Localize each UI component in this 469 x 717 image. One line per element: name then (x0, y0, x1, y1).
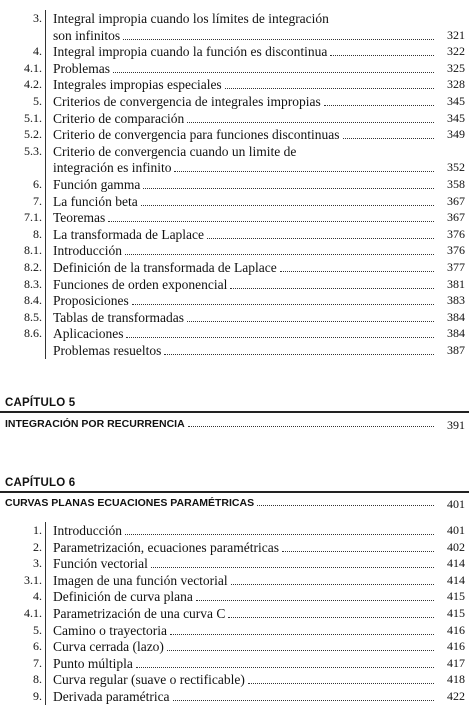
leader-dots (324, 104, 434, 106)
entry-title-text: Imagen de una función vectorial (53, 572, 228, 588)
entry-title (53, 242, 437, 259)
entry-number: 4. (33, 44, 42, 59)
entry-title (53, 43, 437, 60)
leader-dots (113, 71, 434, 73)
leader-dots (225, 87, 434, 89)
page-number: 384 (447, 326, 465, 341)
entry-title: Criterio de convergencia cuando un limite de (53, 143, 297, 159)
entry-title (53, 110, 437, 127)
entry-number: 6. (33, 177, 42, 191)
page-number: 321 (447, 27, 465, 42)
leader-dots (123, 38, 434, 40)
page-number: 415 (447, 606, 465, 620)
leader-dots (151, 566, 434, 568)
chapter-rule (0, 491, 469, 493)
page-number: 377 (447, 260, 465, 274)
chapter-title-text: INTEGRACIÓN POR RECURRENCIA (5, 418, 185, 430)
entry-title (53, 309, 437, 326)
entry-title (53, 539, 437, 556)
entry-title-text: Camino o trayectoria (53, 622, 167, 638)
leader-dots (126, 336, 434, 338)
entry-number: 8.4. (24, 293, 42, 308)
entry-title-text: Proposiciones (53, 293, 129, 309)
entry-number: 9. (33, 689, 42, 703)
entry-title-text: Definición de curva plana (53, 589, 193, 605)
entry-number: 2. (33, 539, 42, 554)
page-number: 414 (447, 556, 465, 571)
leader-dots (173, 699, 434, 701)
page-number: 415 (447, 589, 465, 604)
entry-number: 5. (33, 622, 42, 637)
entry-title-text: Integral impropia cuando la función es discontinua (53, 44, 328, 60)
leader-dots (330, 54, 434, 56)
entry-title-text: Curva regular (suave o rectificable) (53, 672, 245, 688)
entry-title (53, 276, 437, 293)
entry-number: 7.1. (24, 210, 42, 225)
leader-dots (248, 682, 434, 684)
entry-title (53, 588, 437, 605)
chapter-title (5, 418, 437, 430)
leader-dots (282, 550, 434, 552)
entry-number: 4.1. (24, 606, 42, 620)
leader-dots (167, 649, 434, 651)
entry-title (53, 555, 437, 572)
page-number: 381 (447, 276, 465, 291)
entry-number: 1. (33, 523, 42, 537)
entry-title (53, 605, 437, 622)
entry-title (53, 93, 437, 110)
entry-title (53, 638, 437, 655)
entry-title (53, 572, 437, 589)
page-number: 376 (447, 243, 465, 258)
entry-title (53, 76, 437, 93)
page-number: 358 (447, 177, 465, 191)
entry-number: 7. (33, 655, 42, 670)
page-number: 417 (447, 655, 465, 670)
page-number: 383 (447, 293, 465, 308)
entry-title (53, 209, 437, 226)
entry-title (53, 159, 437, 176)
entry-title-text: Teoremas (53, 210, 106, 226)
entry-number: 5.2. (24, 127, 42, 142)
chapter-rule (0, 411, 469, 413)
entry-title-text: Punto múltipla (53, 655, 133, 671)
entry-number: 7. (33, 193, 42, 208)
entry-title (53, 292, 437, 309)
entry-title (53, 622, 437, 639)
entry-title (53, 522, 437, 539)
entry-title (53, 655, 437, 672)
entry-title-text: Criterio de comparación (53, 110, 185, 126)
entry-title (53, 126, 437, 143)
page-number: 416 (447, 639, 465, 654)
entry-title-text: Derivada paramétrica (53, 689, 170, 704)
leader-dots (188, 425, 434, 427)
leader-dots (231, 583, 434, 585)
entry-title-text: La función beta (53, 193, 138, 209)
entry-title-text: Introducción (53, 243, 122, 259)
leader-dots (143, 187, 434, 189)
entry-title-text: Integrales impropias especiales (53, 77, 222, 93)
entry-number: 8.3. (24, 276, 42, 291)
page-number: 416 (447, 622, 465, 637)
leader-dots (170, 633, 434, 635)
entry-title-text: Criterio de convergencia para funciones discontinuas (53, 127, 340, 143)
entry-title-text: Curva cerrada (lazo) (53, 639, 164, 655)
page-number: 391 (447, 418, 465, 432)
page-number: 401 (447, 523, 465, 537)
entry-title-text: Criterios de convergencia de integrales impropias (53, 94, 321, 109)
chapter-title (5, 497, 437, 509)
page-number: 345 (447, 94, 465, 108)
leader-dots (125, 533, 434, 535)
entry-title (53, 193, 437, 210)
entry-title-text: son infinitos (53, 27, 121, 43)
page-number: 352 (447, 160, 465, 175)
entry-title-text: Definición de la transformada de Laplace (53, 260, 277, 275)
leader-dots (187, 121, 434, 123)
page-number: 387 (447, 343, 465, 357)
entry-number: 8.5. (24, 309, 42, 324)
number-divider (45, 10, 46, 359)
entry-title-text: Problemas (53, 60, 110, 76)
leader-dots (164, 353, 434, 355)
page-number: 414 (447, 572, 465, 587)
leader-dots (207, 237, 434, 239)
entry-number: 8. (33, 226, 42, 241)
entry-number: 3. (33, 11, 42, 25)
leader-dots (174, 170, 434, 172)
entry-title-text: Aplicaciones (53, 326, 124, 342)
entry-title (53, 325, 437, 342)
entry-title-text: Función vectorial (53, 556, 148, 572)
entry-number: 5.3. (24, 143, 42, 158)
leader-dots (280, 270, 434, 272)
leader-dots (187, 320, 434, 322)
entry-title-text: Parametrización, ecuaciones paramétricas (53, 539, 279, 555)
entry-title (53, 176, 437, 193)
page-number: 401 (447, 497, 465, 511)
leader-dots (132, 303, 434, 305)
entry-number: 3. (33, 556, 42, 571)
entry-number: 6. (33, 639, 42, 654)
entry-title (53, 259, 437, 276)
page-number: 325 (447, 60, 465, 75)
entry-title-text: Parametrización de una curva C (53, 606, 226, 621)
entry-number: 8. (33, 672, 42, 687)
page-number: 328 (447, 77, 465, 92)
entry-number: 5.1. (24, 110, 42, 125)
entry-number: 4. (33, 589, 42, 604)
entry-title (53, 27, 437, 44)
leader-dots (257, 504, 434, 506)
leader-dots (108, 220, 434, 222)
chapter-title-text: CURVAS PLANAS ECUACIONES PARAMÉTRICAS (5, 497, 255, 509)
leader-dots (343, 137, 434, 139)
page-number: 418 (447, 672, 465, 687)
entry-number: 4.2. (24, 77, 42, 92)
entry-title-text: Función gamma (53, 177, 141, 192)
leader-dots (141, 204, 434, 206)
leader-dots (196, 599, 434, 601)
page-number: 402 (447, 539, 465, 554)
page-number: 367 (447, 193, 465, 208)
entry-title-text: integración es infinito (53, 160, 172, 176)
entry-number: 8.1. (24, 243, 42, 258)
entry-number: 8.6. (24, 326, 42, 341)
entry-number: 3.1. (24, 572, 42, 587)
page-number: 367 (447, 210, 465, 225)
entry-title-text: Problemas resueltos (53, 343, 162, 358)
entry-title-text: La transformada de Laplace (53, 226, 205, 242)
page-number: 376 (447, 226, 465, 241)
number-divider (45, 522, 46, 705)
page-number: 384 (447, 309, 465, 324)
entry-number: 4.1. (24, 60, 42, 75)
entry-title: Integral impropia cuando los límites de integración (53, 11, 329, 26)
entry-title (53, 688, 437, 705)
entry-title (53, 671, 437, 688)
entry-title-text: Funciones de orden exponencial (53, 276, 228, 292)
chapter-label: CAPÍTULO 5 (5, 397, 76, 409)
entry-title-text: Tablas de transformadas (53, 309, 185, 325)
entry-title-text: Introducción (53, 523, 122, 538)
leader-dots (125, 253, 434, 255)
page-number: 422 (447, 689, 465, 703)
entry-number: 8.2. (24, 260, 42, 274)
page-number: 345 (447, 110, 465, 125)
entry-title (53, 226, 437, 243)
entry-number: 5. (33, 94, 42, 108)
entry-title (53, 60, 437, 77)
leader-dots (230, 287, 434, 289)
leader-dots (136, 666, 434, 668)
leader-dots (228, 616, 434, 618)
page-number: 322 (447, 44, 465, 59)
chapter-label: CAPÍTULO 6 (5, 477, 76, 489)
page-number: 349 (447, 127, 465, 142)
entry-title (53, 342, 437, 359)
